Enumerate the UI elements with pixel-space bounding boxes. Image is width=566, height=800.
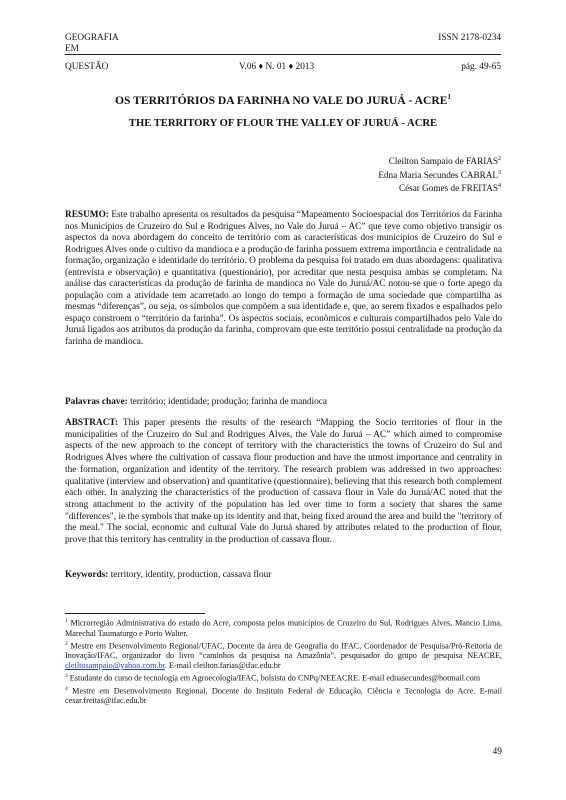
palavras-chave-label: Palavras chave:	[65, 397, 128, 407]
footnote-text: Mestre em Desenvolvimento Regional, Docente do Instituto Federal de Educação, Ciência e Tecnologia do Acre. E-mail cesar.freitas@ifac.edu.br	[65, 686, 503, 706]
footnote-3	[65, 672, 502, 684]
palavras-chave	[65, 397, 502, 409]
keywords-text: territory, identity, production, cassava flour	[110, 570, 272, 580]
page-range: pág. 49-65	[461, 62, 501, 72]
volume-info: V.06 ♦ N. 01 ♦ 2013	[239, 62, 315, 72]
resumo-text: Este trabalho apresenta os resultados da pesquisa “Mapeamento Socioespacial dos Territórios da Farinha nos Municípios de Cruzeiro do Sul e Rodrigues Alves, no Vale do Juruá – AC” que teve como objetivo transigir os aspectos da nova abordagem do conceito de território com as características dos municípios de Cruzeiro do Sul e Rodrigues Alves onde o cultivo da mandioca e a produção de farinha possuem extrema importância e centralidade na formação, organização e identidade do território. O problema da pesquisa foi tratado em duas abordagens: qualitativa (entrevista e observação) e quantitativa (questionário), por acreditar que nesta pesquisa ambas se completam. Na análise das características da produção de farinha de mandioca no Vale do Juruá/AC notou-se que o forte apego da população com a atividade tem acarretado ao longo do tempo a formação de uma sociedade que compartilha as mesmas “diferenças”, ou seja, os símbolos que compõem a sua identidade e, que, ao serem fixados e espalhados pelo espaço constroem o “território da farinha”. Os aspectos sociais, econômicos e culturais compartilhados pelo Vale do Juruá ligados aos atributos da produção da farinha, comprovam que este território possui centralidade na produção da farinha de mandioca.	[65, 210, 503, 348]
footnote-marker: 3	[65, 673, 68, 679]
footnote-text-cont: . E-mail cleilton.farias@ifac.edu.br	[164, 661, 281, 671]
keywords-label: Keywords:	[65, 570, 109, 580]
footnote-divider	[65, 613, 205, 614]
footnote-1	[65, 617, 502, 639]
footnote-2	[65, 640, 502, 671]
author-name: Cleilton Sampaio de FARIAS	[388, 156, 498, 167]
title-footnote-ref: 1	[447, 93, 452, 101]
author-3	[378, 181, 501, 195]
palavras-chave-text: território; identidade; produção; farinha de mandioca	[130, 397, 328, 407]
email-link[interactable]: cleiltosampaio@yahoo.com.br	[65, 661, 165, 671]
author-footnote-ref: 4	[498, 183, 501, 190]
author-name: César Gomes de FREITAS	[398, 183, 498, 194]
abstract-text: This paper presents the results of the research “Mapping the Socio territories of flour in the municipalities of the Cruzeiro do Sul and Rodrigues Alves, the Vale do Juruá – AC” which aimed to compromise aspects of the new approach to the concept of territory with the characteristics the towns of Cruzeiro do Sul and Rodrigues Alves where the cultivation of cassava flour production and have the utmost importance and centrality in the formation, organization and identity of the territory. The research problem was addressed in two approaches: qualitative (interview and observation) and quantitative (questionnaire), believing that this research both complement each other. In analyzing the characteristics of the production of cassava flour in Vale do Juruá/AC noted that the strong attachment to the activity of the population has led over time to form a society that shares the same "differences", ie the symbols that make up its identity and that, being fixed around the area and build the "territory of the meal." The social, economic and cultural Vale do Juruá shared by attributes related to the production of flour, prove that this territory has centrality in the production of cassava flour.	[65, 418, 503, 546]
author-name: Edna Maria Secundes CABRAL	[378, 169, 498, 180]
journal-name-part-3: QUESTÃO	[65, 62, 109, 72]
keywords	[65, 570, 502, 582]
journal-header-line-2	[65, 44, 501, 55]
footnote-text: Estudante do curso de tecnologia em Agroecologia/IFAC, bolsista do CNPq/NEEACRE. E-mail ednasecundes@hotmail.com	[69, 673, 481, 683]
footnote-4	[65, 685, 502, 707]
journal-name-part-2: EM	[65, 44, 79, 54]
author-footnote-ref: 2	[498, 156, 501, 162]
footnote-marker: 1	[65, 618, 68, 624]
author-footnote-ref: 3	[498, 169, 501, 176]
journal-name-part-1: GEOGRAFIA	[65, 33, 119, 43]
resumo-paragraph	[65, 210, 502, 349]
paper-subtitle: THE TERRITORY OF FLOUR THE VALLEY OF JURUÁ - ACRE	[128, 118, 438, 129]
author-list	[378, 154, 501, 195]
journal-header-line-1	[65, 33, 501, 44]
page-number: 49	[492, 747, 502, 757]
abstract-paragraph	[65, 418, 502, 547]
footnote-marker: 4	[65, 685, 68, 692]
paper-title	[40, 93, 526, 107]
footnotes	[65, 617, 502, 707]
footnote-marker: 2	[65, 640, 68, 647]
author-1	[378, 154, 501, 168]
author-2	[378, 168, 501, 182]
footnote-text: Mestre em Desenvolvimento Regional/UFAC, Docente da área de Geografia do IFAC, Coordenador de Pesquisa/Pró-Reitoria de Inovação/IFAC, organizador do livro “caminhos da pesquisa na Amazônia”, pesquisador do grupo de pesquisa NEACRE,	[65, 641, 502, 661]
paper-title-text: OS TERRITÓRIOS DA FARINHA NO VALE DO JURUÁ - ACRE	[114, 93, 448, 107]
resumo-label: RESUMO:	[65, 210, 109, 220]
issn: ISSN 2178-0234	[438, 33, 501, 43]
abstract-label: ABSTRACT:	[65, 418, 119, 428]
footnote-text: Microrregião Administrativa do estado do Acre, composta pelos municípios de Cruzeiro do Sul, Rodrigues Alves, Mancio Lima, Marechal Taumaturgo e Porto Walter.	[65, 618, 503, 638]
journal-header-line-3	[65, 62, 501, 73]
